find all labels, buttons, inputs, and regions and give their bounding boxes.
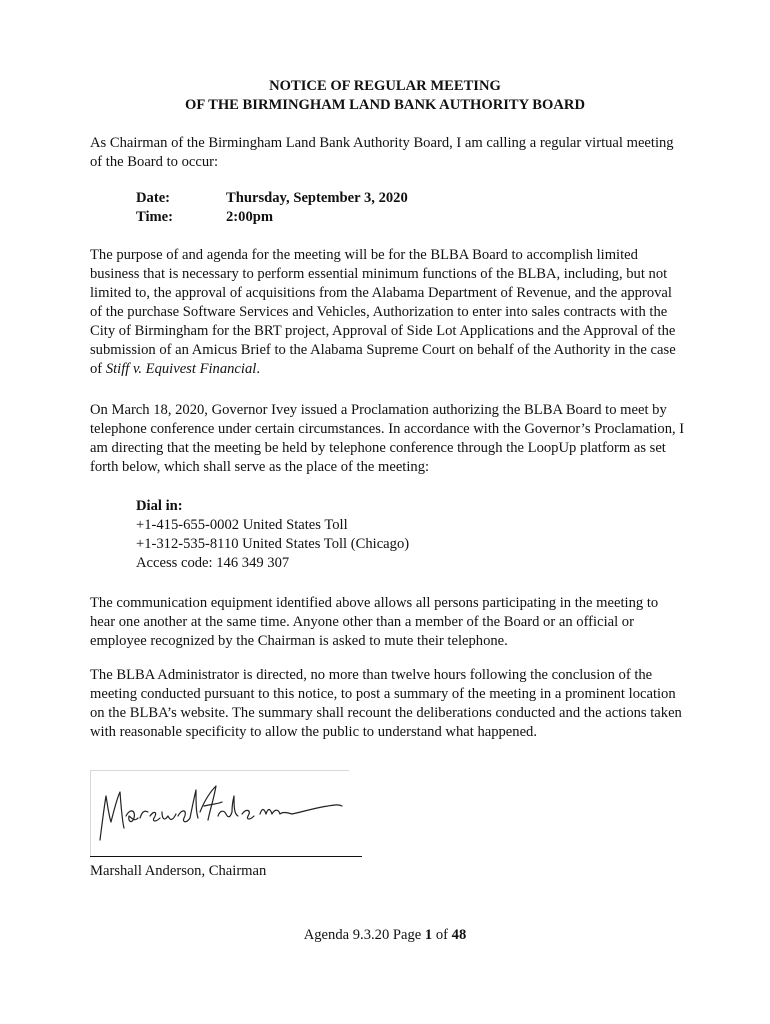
- administrator-paragraph: The BLBA Administrator is directed, no more than twelve hours following the conclusion of the meeting conducted pursuant to this notice, to post a summary of the meeting in a prominent location on the BLBA’s website. The summary shall recount the deliberations conducted and the actions taken with reasonable specificity to allow the public to understand what happened.: [90, 667, 682, 740]
- time-label: Time:: [136, 209, 174, 225]
- time-row: [136, 208, 408, 227]
- title-line-1: NOTICE OF REGULAR MEETING: [269, 78, 501, 94]
- dial-in-number-2: +1-312-535-8110 United States Toll (Chicago): [136, 536, 410, 552]
- title-line-2: OF THE BIRMINGHAM LAND BANK AUTHORITY BOARD: [184, 97, 585, 113]
- handwritten-signature: [92, 772, 354, 852]
- equipment-paragraph: The communication equipment identified above allows all persons participating in the meeting to hear one another at the same time. Anyone other than a member of the Board or an official or employee recognized by the Chairman is asked to mute their telephone.: [90, 595, 659, 649]
- footer-prefix: Agenda 9.3.20 Page: [303, 927, 425, 943]
- notice-title: [0, 77, 770, 115]
- date-value: Thursday, September 3, 2020: [226, 190, 408, 206]
- purpose-paragraph: [90, 246, 685, 379]
- purpose-text: The purpose of and agenda for the meeting will be for the BLBA Board to accomplish limited business that is necessary to perform essential minimum functions of the BLBA, including, but not limited to, the approval of acquisitions from the Alabama Department of Revenue, and the approval of the purchase Software Services and Vehicles, Authorization to enter into sales contracts with the City of Birmingham for the BRT project, Approval of Side Lot Applications and the Approval of the submission of an Amicus Brief to the Alabama Supreme Court on behalf of the Authority in the case of: [90, 247, 676, 377]
- footer-page-number: 1: [424, 927, 433, 943]
- dial-in-number-1: +1-415-655-0002 United States Toll: [136, 517, 348, 533]
- purpose-end: .: [256, 361, 260, 377]
- meeting-details: [136, 189, 408, 227]
- page-footer: [0, 926, 770, 945]
- case-name: Stiff v. Equivest Financial: [105, 361, 257, 377]
- access-code: Access code: 146 349 307: [136, 555, 290, 571]
- date-label: Date:: [136, 190, 171, 206]
- dial-in-block: [136, 497, 409, 573]
- proclamation-paragraph: On March 18, 2020, Governor Ivey issued a Proclamation authorizing the BLBA Board to meet by telephone conference under certain circumstances. In accordance with the Governor’s Proclamation, I am directing that the meeting be held by telephone conference through the LoopUp platform as set forth below, which shall serve as the place of the meeting:: [90, 402, 685, 475]
- dial-in-heading: Dial in:: [136, 498, 183, 514]
- footer-total-pages: 48: [451, 927, 467, 943]
- signatory-name: Marshall Anderson, Chairman: [90, 863, 267, 879]
- signature-line: [90, 856, 362, 857]
- footer-of: of: [432, 927, 452, 943]
- time-value: 2:00pm: [226, 209, 274, 225]
- intro-paragraph: As Chairman of the Birmingham Land Bank Authority Board, I am calling a regular virtual meeting of the Board to occur:: [90, 135, 674, 170]
- date-row: [136, 189, 408, 208]
